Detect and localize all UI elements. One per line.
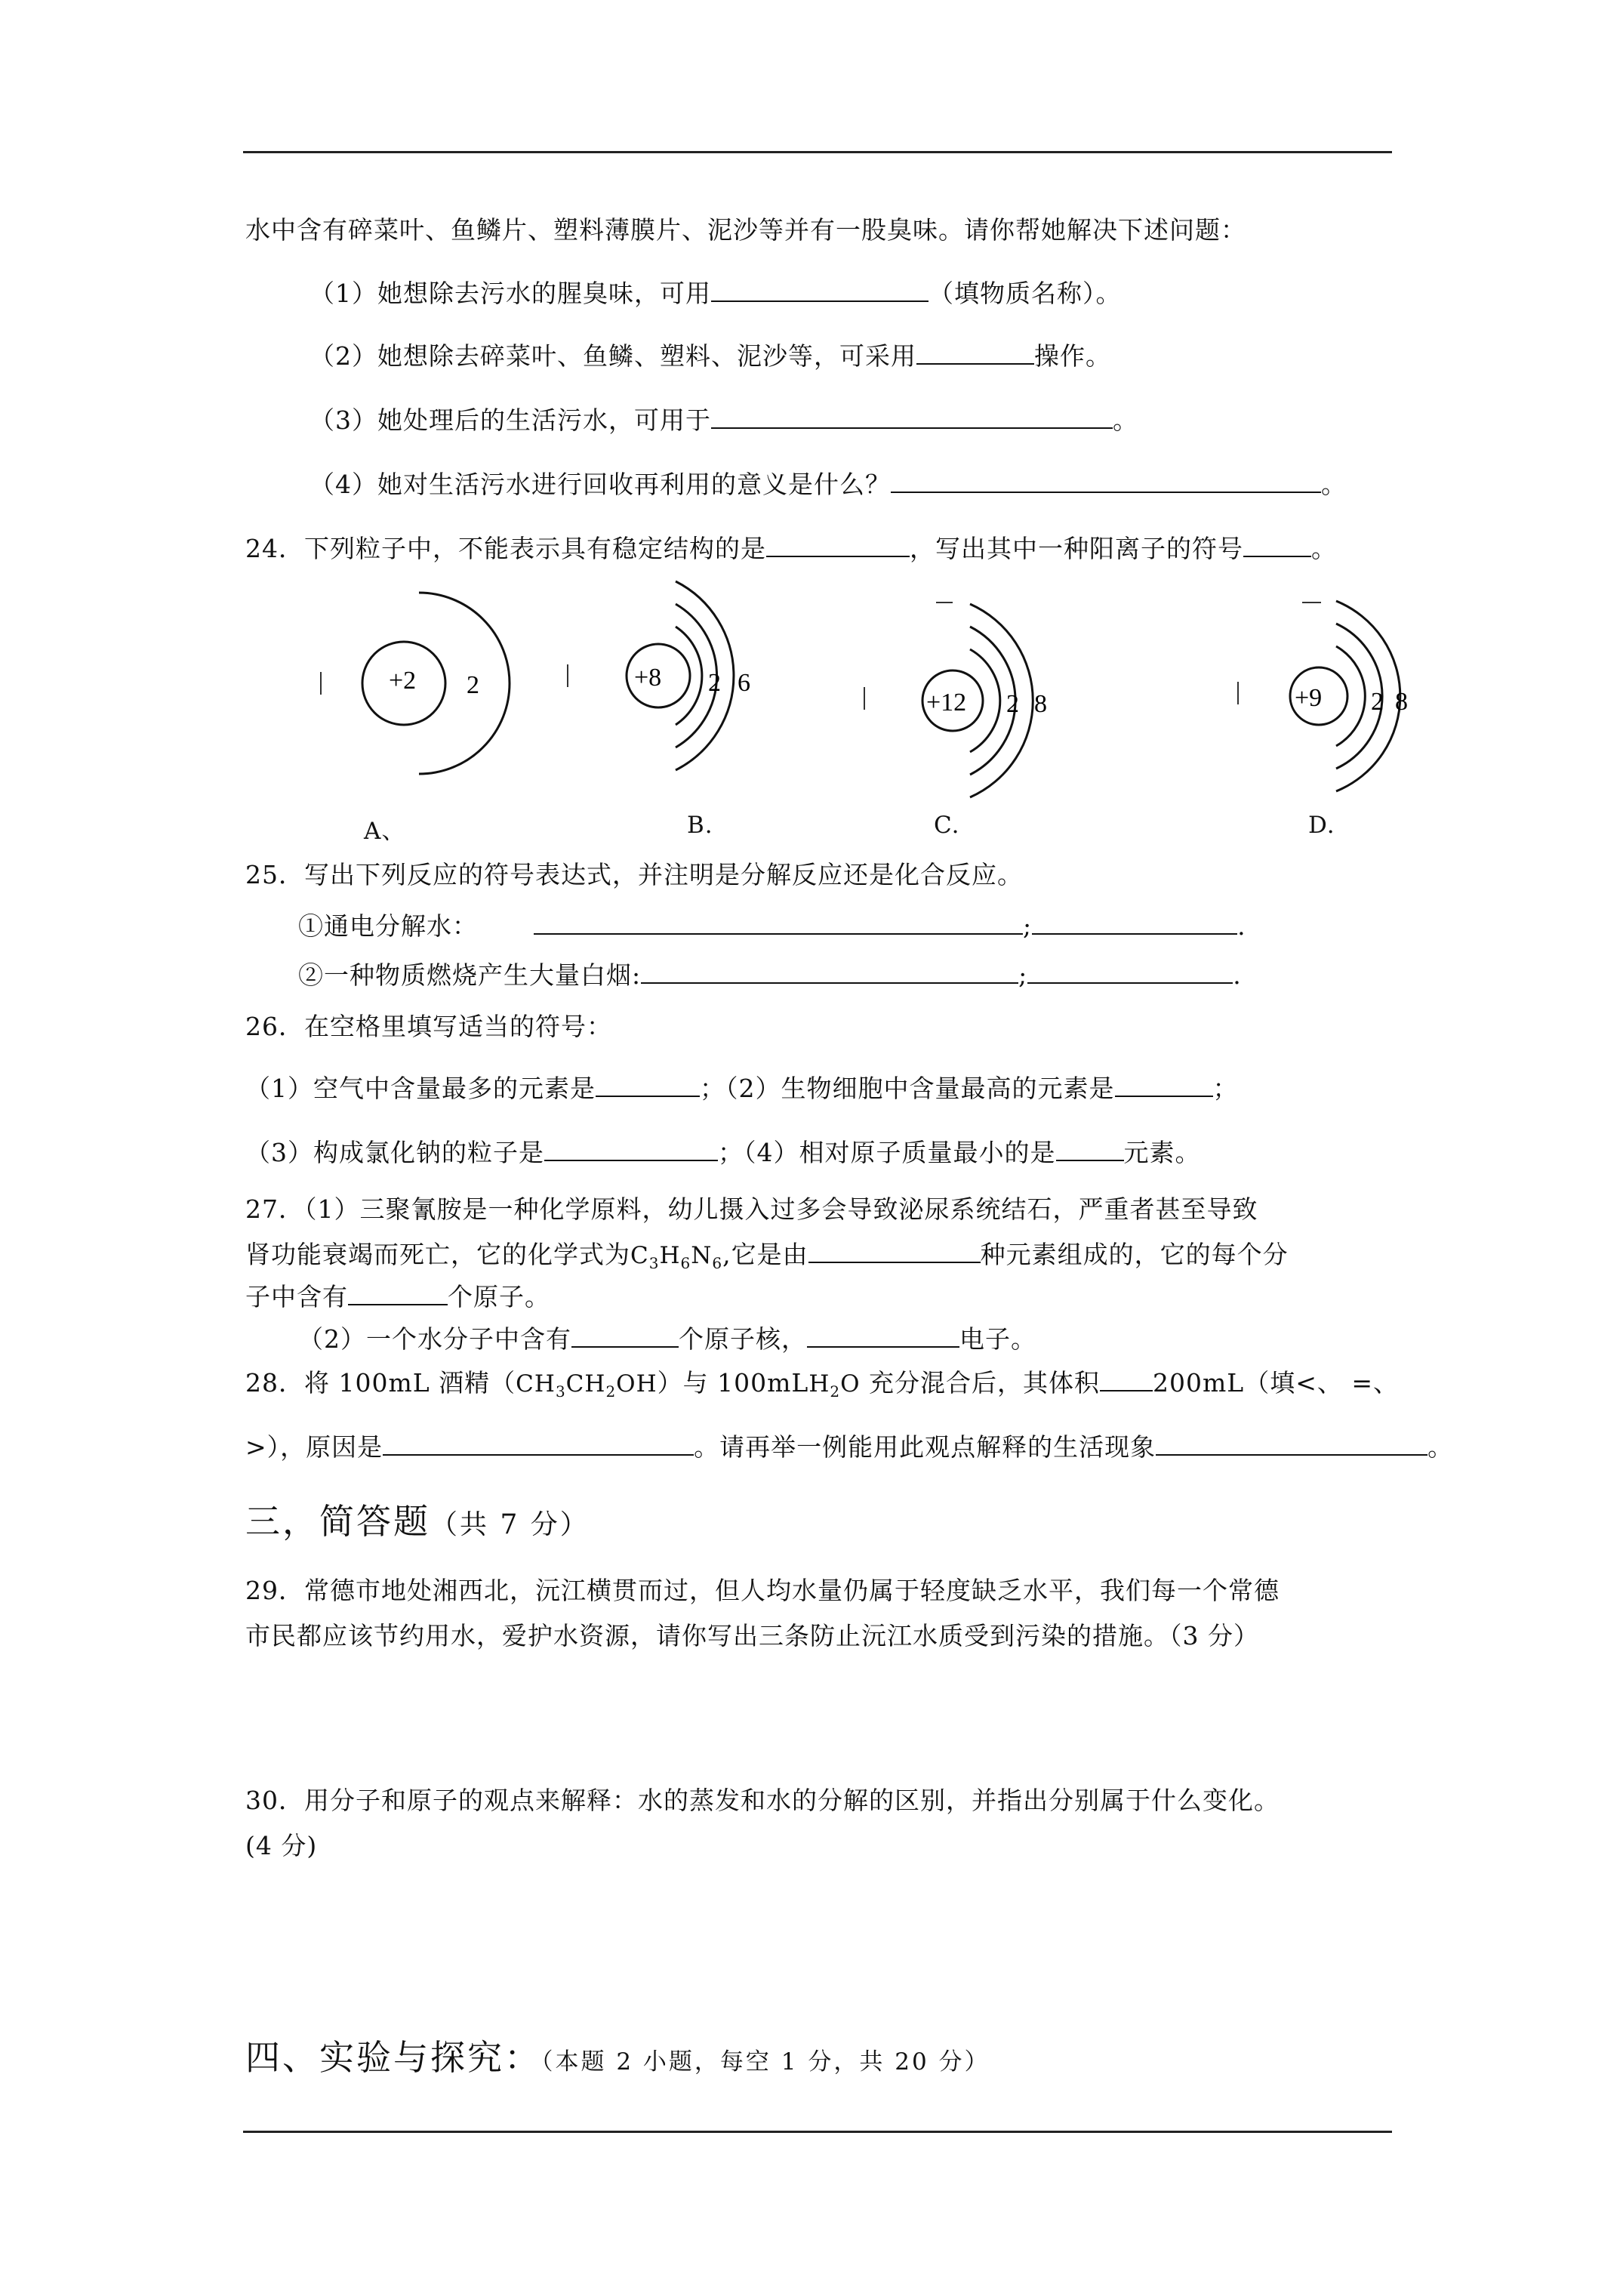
answer-blank[interactable]: [807, 1324, 959, 1348]
atom-c-shell-2: 8: [1034, 690, 1047, 718]
electron-shell-arc: [419, 593, 510, 774]
q27-line-2: [245, 1238, 1289, 1280]
answer-blank[interactable]: [641, 960, 1018, 984]
atom-d-diagram: [1238, 601, 1408, 791]
atom-d-shell-1: 2: [1371, 688, 1384, 716]
answer-blank[interactable]: [544, 1137, 718, 1161]
q25-title: 25．写出下列反应的符号表达式，并注明是分解反应还是化合反应。: [245, 860, 1023, 889]
q27-4a: （2）一个水分子中含有: [298, 1324, 571, 1354]
water-formula: $H_2O$: [808, 1370, 861, 1401]
q27-3a: 子中含有: [245, 1282, 348, 1311]
option-b-label: B.: [687, 812, 713, 839]
q27-2c: 种元素组成的，它的每个分: [980, 1240, 1289, 1269]
separator: ;: [1023, 911, 1033, 941]
q24-tail: 。: [1311, 534, 1337, 563]
q30-line-1: 30．用分子和原子的观点来解释：水的蒸发和水的分解的区别，并指出分别属于什么变化。: [245, 1786, 1280, 1815]
q28-line-2: [245, 1431, 1453, 1464]
answer-blank[interactable]: [348, 1281, 448, 1305]
section-4-note: （本题 2 小题，每空 1 分，共 20 分）: [541, 2048, 990, 2076]
answer-blank[interactable]: [711, 405, 1113, 429]
q26-4-text: （4）相对原子质量最小的是: [744, 1138, 1056, 1167]
answer-blank[interactable]: [534, 911, 1023, 935]
q26-row-1: [245, 1072, 1239, 1105]
electron-shell-arc: [970, 649, 1000, 752]
q23-item-4: [310, 468, 1347, 501]
top-rule: [243, 151, 1392, 153]
q26-row-2: [245, 1136, 1201, 1170]
option-a-label: A、: [364, 818, 406, 845]
q28-1d: 200mL（填<、 =、: [1153, 1368, 1399, 1398]
q23-item-1: [310, 277, 1122, 310]
answer-blank[interactable]: [808, 1239, 981, 1263]
q26-title: 26．在空格里填写适当的符号：: [245, 1012, 612, 1041]
q23-item-2: [310, 340, 1111, 373]
period: .: [1233, 960, 1242, 990]
answer-blank[interactable]: [1100, 1367, 1153, 1391]
q29-line-2: 市民都应该节约用水，爱护水资源，请你写出三条防止沅江水质受到污染的措施。（3 分）: [245, 1621, 1259, 1650]
q23-1-text: （1）她想除去污水的腥臭味，可用: [310, 279, 711, 308]
answer-blank[interactable]: [1115, 1073, 1213, 1097]
separator: ;: [1018, 960, 1028, 990]
semicolon: ；: [1212, 1074, 1239, 1103]
q25-item-1: [298, 910, 1246, 943]
q27-4b: 个原子核，: [679, 1324, 807, 1354]
q25-1-text: ①通电分解水：: [298, 911, 478, 941]
atom-c-nucleus: +12: [926, 689, 967, 717]
q23-1-tail: （填物质名称）。: [929, 279, 1122, 308]
answer-blank[interactable]: [1243, 533, 1311, 557]
semicolon: ；: [718, 1138, 744, 1167]
section-3-heading: [245, 1499, 590, 1548]
q27-2b: ,它是由: [722, 1240, 808, 1269]
option-d-label: D.: [1308, 812, 1335, 839]
q27-line-3: [245, 1281, 550, 1314]
q30-line-2: (4 分): [245, 1831, 318, 1860]
q26-4-tail: 元素。: [1123, 1138, 1201, 1167]
q23-4-tail: 。: [1321, 470, 1347, 499]
atom-a-diagram: [321, 593, 510, 774]
atom-d-shell-2: 8: [1395, 688, 1408, 716]
atom-a-shell-1: 2: [467, 671, 479, 699]
melamine-formula: $C_3H_6N_6$: [630, 1242, 723, 1273]
atom-a-nucleus: +2: [389, 667, 417, 695]
semicolon: ；: [700, 1074, 725, 1103]
q27-line-4: [298, 1323, 1036, 1356]
answer-blank[interactable]: [711, 278, 929, 302]
alcohol-formula: $CH_3CH_2OH$: [516, 1370, 658, 1401]
answer-blank[interactable]: [1056, 1137, 1124, 1161]
answer-blank[interactable]: [916, 341, 1034, 365]
q23-item-3: [310, 404, 1138, 437]
q28-line-1: [245, 1367, 1399, 1408]
q23-3-tail: 。: [1113, 405, 1138, 435]
atom-c-diagram: [864, 603, 1047, 797]
electron-shell-arc: [676, 627, 702, 725]
answer-blank[interactable]: [383, 1432, 694, 1456]
q23-2-tail: 操作。: [1034, 341, 1111, 371]
section-3-note: （共 7 分）: [430, 1509, 590, 1540]
q24-prompt-2: ，写出其中一种阳离子的符号: [910, 534, 1243, 563]
bottom-rule: [243, 2131, 1392, 2133]
atom-b-nucleus: +8: [634, 664, 662, 692]
answer-blank[interactable]: [891, 469, 1321, 493]
atom-b-diagram: [568, 581, 750, 770]
answer-blank[interactable]: [1032, 911, 1237, 935]
q24-prompt: 24．下列粒子中，不能表示具有稳定结构的是: [245, 534, 766, 563]
q27-3b: 个原子。: [448, 1282, 550, 1311]
q28-1a: 28．将 100mL 酒精（: [245, 1368, 516, 1398]
atom-c-shell-1: 2: [1006, 690, 1019, 718]
atom-b-shell-1: 2: [708, 669, 721, 697]
answer-blank[interactable]: [766, 533, 910, 557]
answer-blank[interactable]: [596, 1073, 700, 1097]
q28-1b: ）与 100mL: [657, 1368, 809, 1398]
atom-d-nucleus: +9: [1295, 684, 1323, 712]
q24-text: [245, 532, 1337, 566]
electron-shell-arc: [1336, 646, 1365, 746]
answer-blank[interactable]: [1156, 1432, 1427, 1456]
q25-item-2: [298, 959, 1242, 992]
q27-2a: 肾功能衰竭而死亡，它的化学式为: [245, 1240, 630, 1269]
q25-2-text: ②一种物质燃烧产生大量白烟:: [298, 960, 642, 990]
atom-b-shell-2: 6: [738, 669, 750, 697]
q27-line-1: 27．（1）三聚氰胺是一种化学原料，幼儿摄入过多会导致泌尿系统结石，严重者甚至导致: [245, 1194, 1258, 1224]
option-c-label: C.: [934, 812, 960, 839]
q29-line-1: 29．常德市地处湘西北，沅江横贯而过，但人均水量仍属于轻度缺乏水平，我们每一个常德: [245, 1576, 1280, 1605]
q28-2a: >），原因是: [245, 1432, 383, 1462]
q23-4-text: （4）她对生活污水进行回收再利用的意义是什么？: [310, 470, 891, 499]
answer-blank[interactable]: [571, 1324, 679, 1348]
q28-2c: 。: [1427, 1432, 1454, 1462]
q23-2-text: （2）她想除去碎菜叶、鱼鳞、塑料、泥沙等，可采用: [310, 341, 916, 371]
atom-structure-diagrams: [0, 574, 1623, 823]
q28-2b: 。请再举一例能用此观点解释的生活现象: [694, 1432, 1156, 1462]
answer-blank[interactable]: [1027, 960, 1233, 984]
q23-3-text: （3）她处理后的生活污水，可用于: [310, 405, 711, 435]
period: .: [1237, 911, 1246, 941]
intro-text: 水中含有碎菜叶、鱼鳞片、塑料薄膜片、泥沙等并有一股臭味。请你帮她解决下述问题：: [245, 215, 1246, 245]
section-4-title: 四、实验与探究：: [245, 2037, 541, 2078]
q26-3-text: （3）构成氯化钠的粒子是: [245, 1138, 544, 1167]
section-4-heading: [245, 2035, 990, 2085]
q26-1-text: （1）空气中含量最多的元素是: [245, 1074, 596, 1103]
q27-4c: 电子。: [959, 1324, 1036, 1354]
q26-2-text: （2）生物细胞中含量最高的元素是: [725, 1074, 1115, 1103]
q28-1c: 充分混合后，其体积: [860, 1368, 1101, 1398]
section-3-title: 三，简答题: [245, 1501, 430, 1542]
